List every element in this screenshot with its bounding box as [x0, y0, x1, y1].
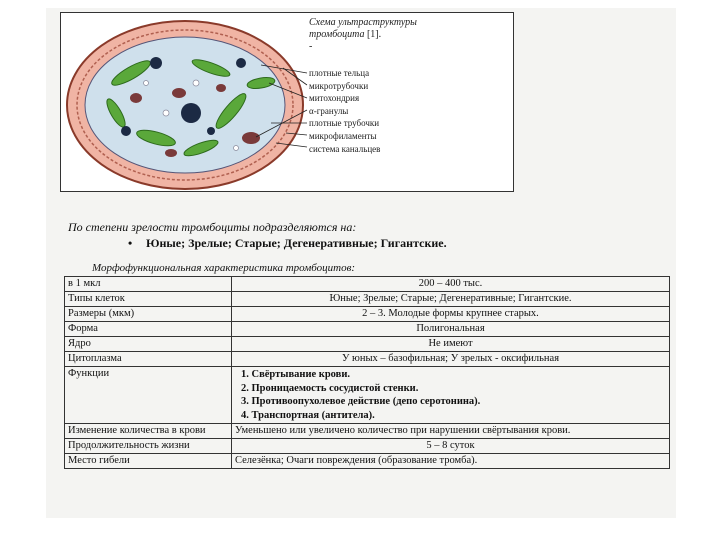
row-key: Изменение количества в крови [65, 424, 232, 439]
characteristics-table [64, 276, 670, 469]
row-value: Юные; Зрелые; Старые; Дегенеративные; Гигантские. [232, 292, 670, 307]
table-row [65, 337, 670, 352]
table-row [65, 292, 670, 307]
row-key: Продолжительность жизни [65, 439, 232, 454]
row-value: 5 – 8 суток [232, 439, 670, 454]
platelet-figure [60, 12, 514, 192]
caption-ref: [1]. [366, 29, 382, 40]
label-mitochondria: митохондрия [309, 93, 360, 104]
function-item: 4. Транспортная (антитела). [241, 409, 375, 421]
table-title: Морфофункциональная характеристика тромбоцитов: [92, 262, 356, 274]
bullet: • [128, 236, 133, 250]
row-key: Функции [65, 367, 232, 424]
label-dense-tubules: плотные трубочки [309, 118, 380, 129]
function-item: 1. Свёртывание крови. [241, 369, 350, 380]
table-row [65, 322, 670, 337]
row-key: Типы клеток [65, 292, 232, 307]
label-microfilaments: микрофиламенты [309, 130, 377, 141]
row-key: Ядро [65, 337, 232, 352]
table-row [65, 454, 670, 469]
table-row [65, 367, 670, 424]
label-alpha-granules: α-гранулы [309, 105, 349, 116]
table-row [65, 424, 670, 439]
row-value: 2 – 3. Молодые формы крупнее старых. [232, 307, 670, 322]
label-canal-system: система канальцев [309, 143, 381, 154]
row-key: в 1 мкл [65, 277, 232, 292]
row-key: Цитоплазма [65, 352, 232, 367]
maturity-title: По степени зрелости тромбоциты подразделяются на: [68, 220, 357, 234]
table-row [65, 277, 670, 292]
row-key: Форма [65, 322, 232, 337]
caption-line-1: Схема ультраструктуры [309, 17, 417, 28]
table-row [65, 439, 670, 454]
row-key: Размеры (мкм) [65, 307, 232, 322]
figure-labels [309, 67, 380, 155]
figure-caption [309, 17, 439, 53]
label-dense-bodies: плотные тельца [309, 68, 370, 78]
function-item: 3. Противоопухолевое действие (депо серотонина). [241, 396, 481, 407]
label-microtubules: микротрубочки [309, 80, 369, 91]
caption-dash: - [309, 41, 313, 52]
table-row [65, 307, 670, 322]
table-row [65, 352, 670, 367]
row-value: Селезёнка; Очаги повреждения (образование тромба). [232, 454, 670, 469]
maturity-list-text: Юные; Зрелые; Старые; Дегенеративные; Гигантские. [146, 236, 447, 250]
row-value: Не имеют [232, 337, 670, 352]
row-value: Полигональная [232, 322, 670, 337]
row-value: 200 – 400 тыс. [232, 277, 670, 292]
function-item: 2. Проницаемость сосудистой стенки. [241, 382, 419, 394]
row-value: У юных – базофильная; У зрелых - оксифильная [232, 352, 670, 367]
maturity-list [128, 236, 447, 251]
functions-list [232, 367, 670, 424]
caption-line-2: тромбоцита [309, 29, 365, 40]
row-key: Место гибели [65, 454, 232, 469]
platelet-diagram [61, 13, 513, 191]
row-value: Уменьшено или увеличено количество при нарушении свёртывания крови. [232, 424, 670, 439]
